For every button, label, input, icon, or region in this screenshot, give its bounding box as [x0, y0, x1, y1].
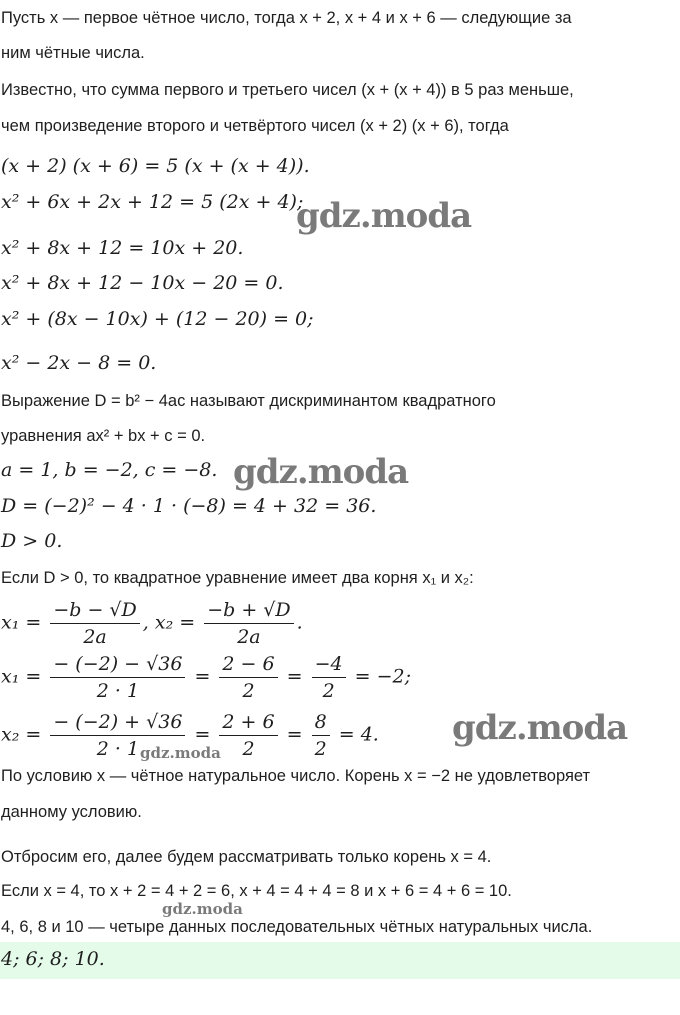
text-line-discard-root: Отбросим его, далее будем рассматривать только корень x = 4. [1, 848, 492, 866]
equation-discriminant: D = (−2)² − 4 · 1 · (−8) = 4 + 32 = 36. [1, 495, 377, 517]
equation-5: x² + (8x − 10x) + (12 − 20) = 0; [1, 308, 314, 330]
text-line-condition-2: чем произведение второго и четвёртого чисел (x + 2) (x + 6), тогда [1, 117, 509, 135]
watermark: gdz.moda [452, 708, 628, 748]
text-line-discriminant-1: Выражение D = b² − 4ac называют дискриминантом квадратного [1, 392, 496, 410]
equation-6: x² − 2x − 8 = 0. [1, 352, 157, 374]
formula-root-2: x₂ = $\frac{- (-2) + √36}{2 \cdot 1}$ = $\frac{2 + 6}{2}$ = $\frac{8}{2}$ = 4. [1, 711, 379, 760]
text-line-condition-1: Известно, что сумма первого и третьего чисел (x + (x + 4)) в 5 раз меньше, [1, 81, 574, 99]
equation-d-positive: D > 0. [1, 530, 63, 552]
equation-2: x² + 6x + 2x + 12 = 5 (2x + 4); [1, 191, 304, 213]
formula-root-1: x₁ = $\frac{- (-2) - √36}{2 \cdot 1}$ = $\frac{2 - 6}{2}$ = $\frac{-4}{2}$ = −2; [1, 653, 412, 702]
equation-coefficients: a = 1, b = −2, c = −8. [1, 459, 218, 481]
text-line-intro-1: Пусть x — первое чётное число, тогда x + 2, x + 4 и x + 6 — следующие за [1, 9, 572, 27]
watermark: gdz.moda [233, 452, 409, 492]
equation-3: x² + 8x + 12 = 10x + 20. [1, 237, 244, 259]
text-line-conclusion: 4, 6, 8 и 10 — четыре данных последовательных чётных натуральных числа. [1, 918, 593, 936]
equation-1: (x + 2) (x + 6) = 5 (x + (x + 4)). [1, 155, 310, 177]
text-line-condition-check-2: данному условию. [1, 803, 142, 821]
equation-4: x² + 8x + 12 − 10x − 20 = 0. [1, 272, 284, 294]
text-line-condition-check-1: По условию x — чётное натуральное число. Корень x = −2 не удовлетворяет [1, 767, 591, 785]
text-line-compute-numbers: Если x = 4, то x + 2 = 4 + 2 = 6, x + 4 = 4 + 4 = 8 и x + 6 = 4 + 6 = 10. [1, 882, 512, 900]
watermark: gdz.moda [140, 744, 221, 762]
text-line-discriminant-2: уравнения ax² + bx + c = 0. [1, 427, 206, 445]
watermark: gdz.moda [296, 196, 472, 236]
watermark: gdz.moda [162, 900, 243, 918]
formula-roots-general: x₁ = $\frac{-b - √D}{2a}$ , x₂ = $\frac{-b + √D}{2a}$ . [1, 599, 303, 648]
answer-text: 4; 6; 8; 10. [1, 948, 105, 970]
answer-box [0, 942, 680, 979]
text-line-two-roots: Если D > 0, то квадратное уравнение имеет два корня x₁ и x₂: [1, 569, 474, 587]
text-line-intro-2: ним чётные числа. [1, 44, 145, 62]
